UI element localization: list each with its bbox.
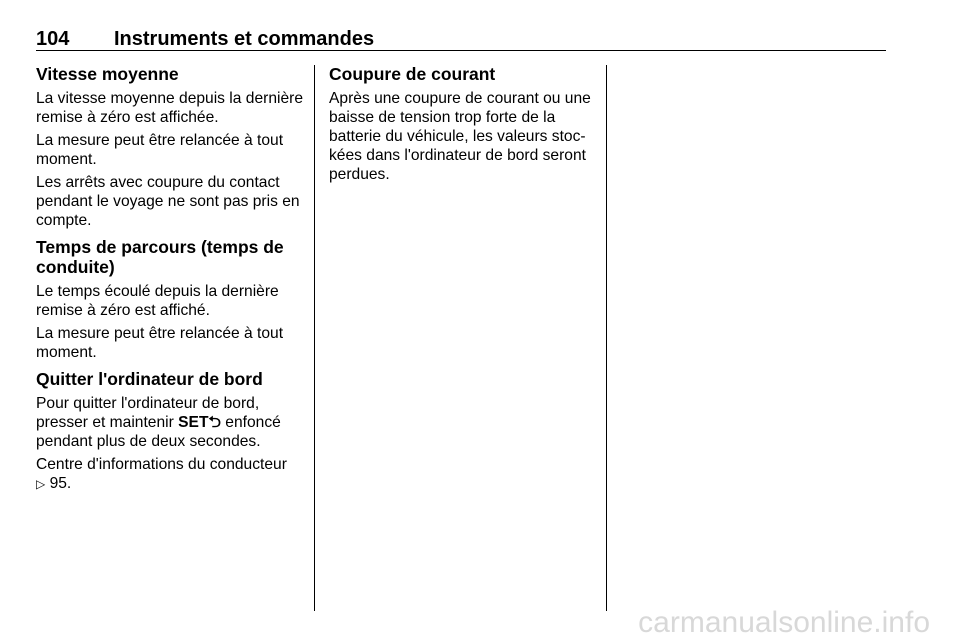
section-heading: Vitesse moyenne xyxy=(36,64,179,84)
column-middle xyxy=(329,64,597,191)
watermark: carmanualsonline.info xyxy=(638,606,930,639)
page-reference[interactable]: 95. xyxy=(45,475,72,492)
paragraph-text: Pour quitter l'ordinateur de bord, presser et maintenir xyxy=(36,395,260,431)
section-quit-trip-computer xyxy=(36,369,304,494)
section-heading: Quitter l'ordinateur de bord xyxy=(36,369,263,389)
section-heading: Temps de parcours (temps de conduite) xyxy=(36,237,284,277)
section-power-cut xyxy=(329,64,597,184)
section-travel-time xyxy=(36,237,304,362)
section-average-speed xyxy=(36,64,304,230)
paragraph: Après une coupure de courant ou une baisse de tension trop forte de la batterie du véhicule, les valeurs stoc-kées dans l'ordinateur de bord seront perdues. xyxy=(329,90,591,183)
paragraph: Les arrêts avec coupure du contact pendant le voyage ne sont pas pris en compte. xyxy=(36,174,300,229)
paragraph-text: enfoncé pendant plus de deux secondes. xyxy=(36,414,281,450)
paragraph: Le temps écoulé depuis la dernière remise à zéro est affiché. xyxy=(36,283,279,319)
set-button-label: SET xyxy=(178,414,209,431)
column-divider-right xyxy=(606,65,607,611)
paragraph-text: Centre d'informations du conducteur xyxy=(36,456,287,473)
page-header xyxy=(36,28,886,51)
page-number: 104 xyxy=(36,28,70,50)
page-reference-icon: ▷ xyxy=(36,477,46,491)
paragraph: La mesure peut être relancée à tout moment. xyxy=(36,132,284,168)
column-divider-left xyxy=(314,65,315,611)
paragraph xyxy=(36,394,304,451)
return-arrow-icon: ⮌ xyxy=(208,414,221,431)
paragraph: La mesure peut être relancée à tout moment. xyxy=(36,325,284,361)
paragraph xyxy=(36,455,304,494)
page-title: Instruments et commandes xyxy=(114,28,375,50)
column-left xyxy=(36,64,304,501)
paragraph: La vitesse moyenne depuis la dernière remise à zéro est affichée. xyxy=(36,90,303,126)
section-heading: Coupure de courant xyxy=(329,64,496,84)
